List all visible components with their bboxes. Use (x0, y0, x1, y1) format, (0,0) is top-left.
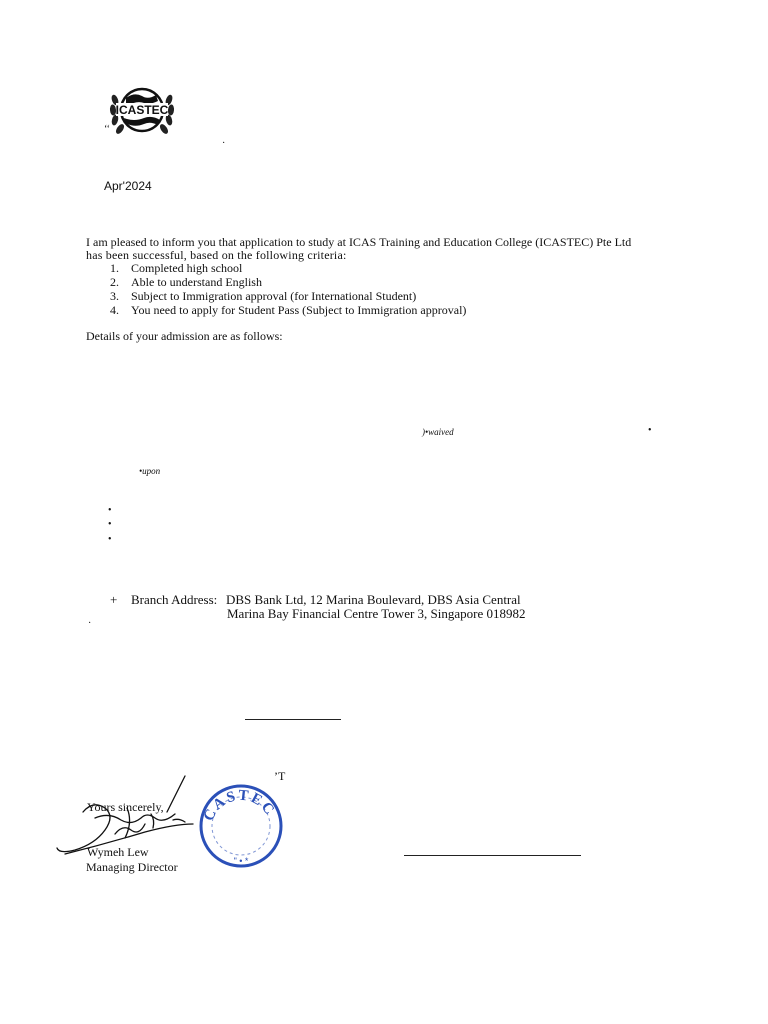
blank-line (245, 719, 341, 720)
quote-fragment: ’T (274, 769, 286, 783)
criteria-list (86, 261, 466, 317)
stamp-text: CASTEC (200, 787, 279, 824)
dot-mark: · (88, 618, 92, 629)
company-logo (106, 84, 178, 140)
intro-line-1: I am pleased to inform you that application to study at ICAS Training and Education College (ICASTEC) Pte Ltd (86, 235, 632, 249)
top-mark: ‘‘ (104, 124, 110, 135)
list-item: 4. You need to apply for Student Pass (Subject to Immigration approval) (110, 303, 467, 317)
bullet-dot: • (648, 425, 652, 436)
details-heading: Details of your admission are as follows: (86, 329, 283, 343)
handwritten-signature (55, 772, 205, 862)
bank-label: Branch Address: (131, 592, 218, 607)
bank-address-line-1: DBS Bank Ltd, 12 Marina Boulevard, DBS Asia Central (226, 592, 521, 607)
logo-text: ICASTEC (115, 103, 169, 117)
bank-marker: + (110, 592, 118, 607)
letter-date: Apr'2024 (104, 179, 152, 193)
waived-fragment: )•waived (422, 427, 454, 437)
signature-line (404, 855, 581, 856)
bullet-dot: • (108, 534, 112, 545)
closing-text: Yours sincerely, (87, 800, 164, 814)
intro-line-2: has been successful, based on the following criteria: (86, 248, 347, 262)
signatory-name: Wymeh Lew (87, 845, 149, 859)
bullet-dot: • (108, 505, 112, 516)
company-stamp (196, 780, 286, 872)
list-item: 2. Able to understand English (110, 275, 262, 289)
upon-fragment: •upon (139, 466, 161, 476)
svg-text:CASTEC (201, 788, 278, 824)
list-item: 1. Completed high school (110, 261, 243, 275)
bullet-dot: • (108, 519, 112, 530)
stamp-bottom-text: " • * (233, 856, 249, 866)
signatory-title: Managing Director (86, 860, 178, 874)
bank-address-line-2: Marina Bay Financial Centre Tower 3, Singapore 018982 (227, 606, 526, 621)
dot-mark: · (222, 138, 226, 149)
list-item: 3. Subject to Immigration approval (for International Student) (110, 289, 417, 303)
